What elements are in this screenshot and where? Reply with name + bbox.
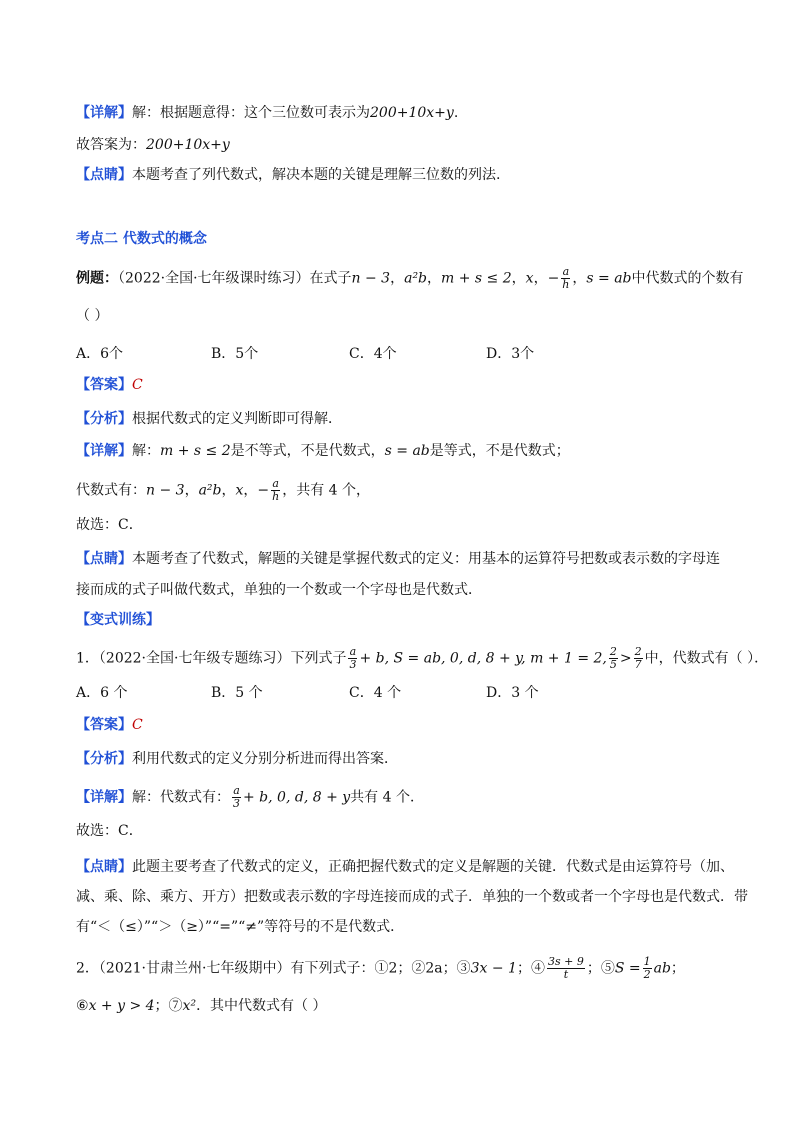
option-b: B．5个 [211, 346, 259, 362]
q1-detail [76, 785, 424, 810]
frac-den: h [562, 278, 570, 291]
detail-expr2: s = ab [384, 443, 430, 459]
analysis-text: 根据代数式的定义判断即可得解． [132, 411, 342, 427]
comment-label: 【点睛】 [76, 167, 132, 183]
fraction-a-over-3 [348, 646, 357, 671]
example-label: 例题： [76, 270, 118, 287]
detail-expr: 200+10x+y [370, 105, 454, 121]
q1-answer [76, 715, 143, 735]
frac-den: 5 [609, 658, 617, 671]
q1-number: 1． [76, 650, 99, 667]
option-b: B．5 个 [211, 685, 263, 701]
example-choice: 故选：C． [76, 517, 143, 533]
frac-den: 3 [349, 658, 357, 671]
fraction-3s9-over-t [547, 956, 585, 981]
frac-num: a [233, 784, 240, 797]
q2-source: （2021·甘肃兰州·七年级期中）有下列式子：①2；②2a；③ [98, 960, 471, 977]
answer-line [76, 135, 230, 155]
sep: ， [221, 482, 236, 499]
example-comment-1 [76, 549, 720, 569]
detail-suffix: 共有 4 个． [350, 789, 424, 806]
comment-label: 【点睛】 [76, 551, 132, 567]
fraction-2-over-5 [609, 646, 618, 671]
q1-tail: 中，代数式有（ ）． [644, 650, 769, 667]
q2-number: 2． [76, 960, 99, 977]
comment-text: 本题考查了列代数式，解决本题的关键是理解三位数的列法. [132, 167, 501, 183]
example-answer [76, 375, 143, 395]
q1-comment-2: 减、乘、除、乘方、开方）把数或表示数的字母连接而成的式子．单独的一个数或者一个字母也是代数式．带 [76, 889, 748, 905]
list-expr3: x [235, 482, 244, 499]
comment-line [76, 165, 500, 185]
list-expr2: a²b [198, 482, 222, 499]
detail-end: . [453, 105, 459, 121]
q1-question [76, 646, 768, 671]
sep: ， [572, 270, 587, 287]
q1-analysis [76, 749, 398, 769]
q2-item5-post: ab [653, 960, 671, 977]
answer-label: 【答案】 [76, 717, 132, 733]
q2-item6: x + y > 4 [88, 998, 155, 1014]
neg-sign: − [257, 482, 270, 499]
frac-num: 2 [634, 645, 642, 658]
list-prefix: 代数式有： [76, 482, 146, 499]
answer-label: 【答案】 [76, 377, 132, 393]
sep: ；⑦ [154, 998, 183, 1014]
q1-comment-1 [76, 857, 734, 877]
variant-title: 【变式训练】 [76, 612, 160, 628]
option-c: C．4 个 [349, 685, 402, 701]
sep: ， [243, 482, 258, 499]
sep: ， [390, 270, 405, 287]
frac-num: 2 [609, 645, 617, 658]
analysis-text: 利用代数式的定义分别分析进而得出答案． [132, 751, 398, 767]
frac-den: 2 [643, 968, 651, 981]
fraction-2-over-7 [634, 646, 643, 671]
frac-den: 3 [233, 797, 240, 810]
example-question [76, 266, 744, 291]
option-d: D．3 个 [486, 685, 539, 701]
option-a: A．6个 [76, 346, 124, 362]
example-expr4: x [525, 270, 534, 287]
frac-num: 3s + 9 [547, 955, 584, 968]
gt-sign: > [619, 650, 632, 667]
sep: ， [184, 482, 199, 499]
q2-item7: x² [182, 998, 197, 1014]
example-expr6: s = ab [586, 270, 632, 287]
option-a: A．6 个 [76, 685, 128, 701]
sep: ， [427, 270, 442, 287]
fraction-a-over-h [561, 266, 570, 291]
detail-pre: 解： [132, 443, 160, 459]
example-expr3: m + s ≤ 2 [441, 270, 512, 287]
example-list [76, 478, 370, 503]
frac-den: 7 [634, 658, 642, 671]
example-analysis [76, 409, 342, 429]
frac-den: t [547, 968, 585, 981]
comment-text: 此题主要考查了代数式的定义，正确把握代数式的定义是解题的关键．代数式是由运算符号（加、 [132, 859, 734, 875]
detail-expr: + b, 0, d, 8 + y [243, 789, 351, 806]
q1-source: （2022·全国·七年级专题练习）下列式子 [98, 650, 347, 667]
q1-choice: 故选：C． [76, 823, 143, 839]
detail-label: 【详解】 [76, 789, 132, 806]
example-expr2: a²b [404, 270, 428, 287]
sep: ；④ [516, 960, 545, 977]
q2-item5-pre: S = [614, 960, 641, 977]
detail-mid2: 是等式，不是代数式； [429, 443, 570, 459]
option-c: C．4个 [349, 346, 397, 362]
q2-line2-pre: ⑥ [76, 998, 89, 1014]
answer-expr: 200+10x+y [146, 137, 230, 153]
list-expr1: n − 3 [146, 482, 185, 499]
detail-mid1: 是不等式，不是代数式， [230, 443, 385, 459]
example-expr1: n − 3 [351, 270, 391, 287]
detail-text: 解：根据题意得：这个三位数可表示为 [132, 105, 370, 121]
answer-value: C [132, 717, 143, 733]
option-d: D．3个 [486, 346, 535, 362]
sep: ， [511, 270, 526, 287]
frac-den: h [272, 490, 280, 503]
sep: ； [670, 960, 685, 977]
comment-label: 【点睛】 [76, 859, 132, 875]
frac-num: 1 [643, 955, 651, 968]
q2-item3: 3x − 1 [470, 960, 517, 977]
q1-comment-3: 有“＜（≤）”“＞（≥）”“=”“≠”等符号的不是代数式． [76, 919, 405, 935]
example-comment-2: 接而成的式子叫做代数式，单独的一个数或一个字母也是代数式． [76, 582, 482, 598]
q2-question [76, 956, 685, 981]
list-suffix: ，共有 4 个， [282, 482, 371, 499]
detail-line [76, 103, 458, 123]
section-title: 考点二 代数式的概念 [76, 231, 207, 247]
comment-text: 本题考查了代数式，解题的关键是掌握代数式的定义：用基本的运算符号把数或表示数的字母连 [132, 551, 720, 567]
frac-num: a [272, 477, 279, 490]
frac-num: a [349, 645, 357, 658]
frac-num: a [562, 265, 570, 278]
detail-expr1: m + s ≤ 2 [160, 443, 231, 459]
analysis-label: 【分析】 [76, 411, 132, 427]
answer-prefix: 故答案为： [76, 137, 146, 153]
example-detail [76, 441, 570, 461]
fraction-a-over-h [271, 478, 280, 503]
fraction-1-over-2 [643, 956, 652, 981]
detail-pre: 解：代数式有： [132, 789, 230, 806]
answer-value: C [132, 377, 143, 393]
detail-label: 【详解】 [76, 105, 132, 121]
fraction-a-over-3 [232, 785, 241, 810]
example-source: （2022·全国·七年级课时练习）在式子 [118, 270, 352, 287]
q2-line2 [76, 996, 327, 1016]
sep: ， [533, 270, 548, 287]
analysis-label: 【分析】 [76, 751, 132, 767]
neg-sign: − [547, 270, 560, 287]
q2-tail: ．其中代数式有（ ） [196, 998, 327, 1014]
example-paren: （ ） [76, 308, 109, 324]
sep: ；⑤ [586, 960, 615, 977]
q1-expr-mid: + b, S = ab, 0, d, 8 + y, m + 1 = 2, [359, 650, 607, 667]
example-tail: 中代数式的个数有 [631, 270, 744, 287]
detail-label: 【详解】 [76, 443, 132, 459]
